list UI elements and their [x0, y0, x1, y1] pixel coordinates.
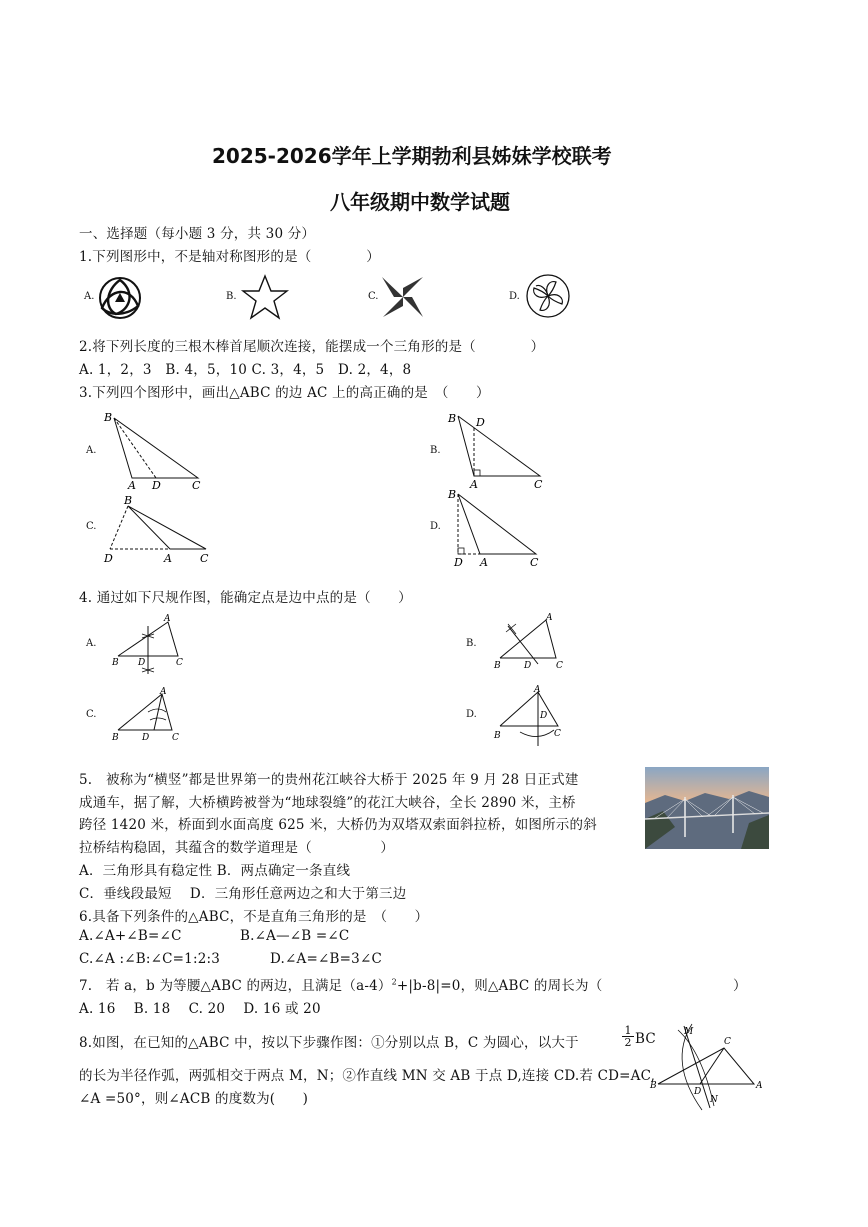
fraction-numerator: 1: [622, 1025, 634, 1037]
question-2-stem: 2.将下列长度的三根木棒首尾顺次连接，能摆成一个三角形的是（ ）: [79, 339, 545, 355]
question-8-line-3: ∠A =50°，则∠ACB 的度数为( ): [79, 1091, 309, 1107]
label-a: A: [128, 479, 136, 490]
label-c: C: [534, 478, 543, 490]
label-a: A: [470, 478, 478, 490]
label-d: D: [104, 552, 113, 565]
q4-figure-c: [108, 686, 188, 746]
label-d: D: [142, 733, 150, 743]
label-b: B: [494, 661, 501, 671]
label-c: C: [724, 1037, 731, 1047]
label-b: B: [112, 733, 119, 743]
label-c: C: [172, 733, 179, 743]
label-c: C: [192, 479, 201, 490]
q4-option-b-label: B.: [466, 638, 477, 649]
label-d: D: [138, 658, 146, 668]
label-d: D: [476, 416, 485, 429]
label-b: B: [448, 488, 457, 501]
label-a: A: [164, 614, 171, 624]
label-a: A: [164, 552, 172, 565]
question-5-options-cd: C．垂线段最短 D．三角形任意两边之和大于第三边: [79, 886, 407, 902]
label-m: M: [684, 1027, 694, 1037]
triquetra-figure: [96, 274, 144, 322]
label-b: B: [448, 412, 457, 425]
question-5-line-4: 拉桥结构稳固，其蕴含的数学道理是（ ）: [79, 840, 395, 856]
question-4-stem: 4. 通过如下尺规作图，能确定点是边中点的是（ ）: [79, 590, 412, 606]
q6-option-b: B.∠A—∠B =∠C: [240, 928, 350, 944]
label-c: C: [556, 661, 563, 671]
q6-option-d: D.∠A=∠B=3∠C: [270, 951, 382, 967]
bauhinia-figure: [524, 272, 572, 320]
q1-option-a-label: A.: [84, 291, 95, 302]
q1-option-b-label: B.: [226, 291, 237, 302]
q3-figure-d: [444, 486, 554, 570]
question-5-line-3: 跨径 1420 米，桥面到水面高度 625 米，大桥仍为双塔双索面斜拉桥，如图所示的斜: [79, 817, 597, 833]
q7-stem-part-2: +|b-8|=0，则△ABC 的周长为（: [396, 978, 603, 994]
question-7-stem: [79, 974, 602, 994]
label-b: B: [650, 1081, 657, 1091]
q6-option-a: A.∠A+∠B=∠C: [79, 928, 182, 944]
label-a: A: [480, 556, 488, 569]
star-figure: [240, 273, 290, 321]
label-c: C: [176, 658, 183, 668]
label-a: A: [534, 685, 541, 695]
question-6-stem: 6.具备下列条件的△ABC，不是直角三角形的是 （ ）: [79, 909, 429, 925]
q8-bc-label: BC: [635, 1031, 656, 1047]
question-1-stem: 1.下列图形中，不是轴对称图形的是（ ）: [79, 249, 380, 265]
question-5-options-ab: A．三角形具有稳定性 B．两点确定一条直线: [79, 863, 351, 879]
fraction-denominator: 2: [624, 1036, 632, 1049]
q4-option-c-label: C.: [86, 709, 97, 720]
label-b: B: [124, 494, 133, 507]
label-d: D: [454, 556, 463, 569]
label-d: D: [694, 1087, 702, 1097]
label-a: A: [756, 1081, 763, 1091]
label-a: A: [546, 613, 553, 623]
pinwheel-figure: [380, 274, 426, 320]
q7-closing-paren: ）: [733, 978, 747, 994]
exam-title: 2025-2026学年上学期勃利县姊妹学校联考: [212, 144, 612, 168]
label-d: D: [152, 479, 161, 490]
q3-figure-b: [444, 408, 554, 490]
label-c: C: [200, 552, 209, 565]
question-5-line-1: 5. 被称为“横竖”都是世界第一的贵州花江峡谷大桥于 2025 年 9 月 28 日正式建: [79, 772, 579, 788]
label-n: N: [710, 1095, 718, 1105]
question-3-stem: 3.下列四个图形中，画出△ABC 的边 AC 上的高正确的是 （ ）: [79, 385, 490, 401]
section-heading: 一、选择题（每小题 3 分，共 30 分）: [79, 226, 316, 242]
q8-fraction: [622, 1025, 634, 1048]
label-c: C: [554, 729, 561, 739]
question-8-line-2: 的长为半径作弧，两弧相交于两点 M，N；②作直线 MN 交 AB 于点 D,连接 CD.若 CD=AC,: [79, 1068, 656, 1084]
q3-option-a-label: A.: [86, 445, 97, 456]
question-8-line-1: 8.如图，在已知的△ABC 中，按以下步骤作图：①分别以点 B，C 为圆心，以大于: [79, 1035, 579, 1051]
q3-figure-a: [98, 408, 208, 490]
q3-option-b-label: B.: [430, 445, 441, 456]
q8-figure: [648, 1022, 766, 1114]
label-c: C: [530, 556, 539, 569]
q1-option-d-label: D.: [509, 291, 520, 302]
question-5-line-2: 成通车，据了解，大桥横跨被誉为“地球裂缝”的花江大峡谷，全长 2890 米，主桥: [79, 795, 576, 811]
label-d: D: [524, 661, 532, 671]
q4-figure-a: [108, 612, 188, 680]
label-b: B: [112, 658, 119, 668]
q3-option-c-label: C.: [86, 521, 97, 532]
question-7-options: A. 16 B. 18 C. 20 D. 16 或 20: [79, 1001, 321, 1017]
question-2-options: A. 1，2，3 B. 4，5，10 C. 3，4，5 D. 2，4，8: [79, 362, 412, 378]
label-b: B: [494, 731, 501, 741]
q3-figure-c: [98, 492, 214, 570]
q4-figure-b: [490, 612, 570, 676]
exam-subtitle: 八年级期中数学试题: [330, 190, 510, 214]
q6-option-c: C.∠A :∠B:∠C=1:2:3: [79, 951, 221, 967]
bridge-photo: [645, 767, 769, 849]
q4-option-a-label: A.: [86, 638, 97, 649]
q3-option-d-label: D.: [430, 521, 441, 532]
q4-figure-d: [490, 684, 570, 750]
label-b: B: [104, 411, 113, 424]
q1-option-c-label: C.: [368, 291, 379, 302]
q7-stem-part-1: 7. 若 a，b 为等腰△ABC 的两边，且满足（a-4）: [79, 978, 392, 994]
q7-exponent: 2: [391, 977, 397, 987]
label-d: D: [540, 711, 548, 721]
label-a: A: [160, 687, 167, 697]
q4-option-d-label: D.: [466, 709, 477, 720]
